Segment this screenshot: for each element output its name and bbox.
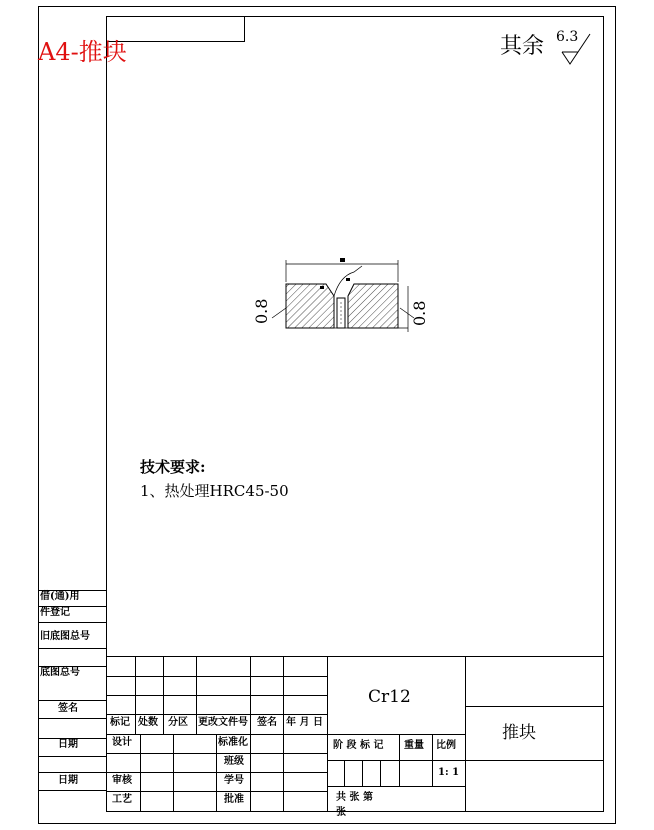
roughness-value: 6.3 bbox=[556, 29, 579, 45]
weight-label: 重量 bbox=[404, 740, 424, 751]
side-label-old-drawing: 旧底图总号 bbox=[40, 631, 90, 642]
col-doc: 更改文件号 bbox=[198, 717, 248, 728]
scale-label: 比例 bbox=[436, 740, 456, 751]
sheet-unit-label: 张 bbox=[336, 807, 346, 818]
design-label: 设计 bbox=[112, 737, 132, 748]
corner-title: A4-推块 bbox=[38, 38, 127, 66]
side-label-sign: 签名 bbox=[58, 703, 78, 714]
col-count: 处数 bbox=[138, 717, 158, 728]
class-label: 班级 bbox=[224, 756, 244, 767]
material-name: Cr12 bbox=[368, 687, 411, 707]
part-name: 推块 bbox=[502, 723, 536, 743]
side-label-date-2: 日期 bbox=[58, 775, 78, 786]
standard-label: 标准化 bbox=[218, 737, 248, 748]
tech-item-1: 1、热处理HRC45-50 bbox=[140, 482, 289, 500]
inner-frame bbox=[106, 16, 604, 812]
process-label: 工艺 bbox=[112, 794, 132, 805]
side-label-borrow: 借(通)用 bbox=[40, 591, 80, 602]
scale-value: 1: 1 bbox=[438, 767, 460, 778]
side-label-register: 件登记 bbox=[40, 607, 70, 618]
col-mark: 标记 bbox=[110, 717, 130, 728]
stage-mark-label: 阶 段 标 记 bbox=[333, 740, 384, 751]
dimension-left: 0.8 bbox=[252, 298, 271, 324]
tech-heading: 技术要求: bbox=[140, 458, 206, 476]
col-date: 年 月 日 bbox=[286, 717, 323, 728]
review-label: 审核 bbox=[112, 775, 132, 786]
approve-label: 批准 bbox=[224, 794, 244, 805]
part-drawing bbox=[250, 252, 440, 342]
col-zone: 分区 bbox=[168, 717, 188, 728]
col-sign: 签名 bbox=[257, 717, 277, 728]
roughness-prefix: 其余 bbox=[500, 34, 545, 59]
side-label-drawing-no: 底图总号 bbox=[40, 667, 80, 678]
side-label-date-1: 日期 bbox=[58, 739, 78, 750]
roughness-symbol-icon bbox=[560, 32, 596, 68]
dimension-right: 0.8 bbox=[410, 300, 429, 326]
student-no-label: 学号 bbox=[224, 775, 244, 786]
sheets-label: 共 张 第 bbox=[336, 792, 373, 803]
